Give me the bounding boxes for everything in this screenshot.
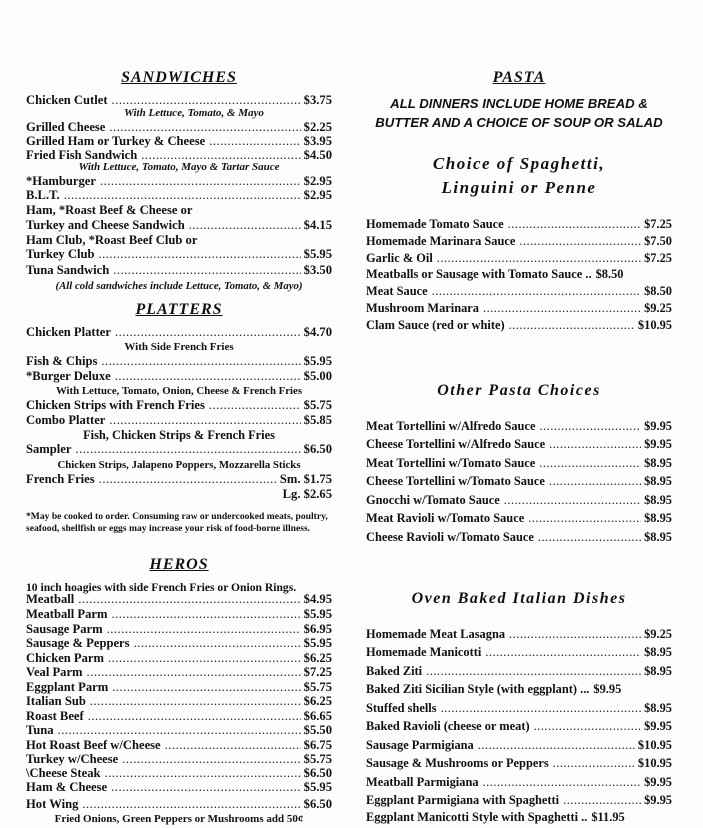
menu-item: Baked Ziti Sicilian Style (with eggplant) ... $9.95	[366, 682, 622, 696]
menu-item: Meatball Parmigiana ..... $9.95	[366, 775, 672, 790]
menu-item: Fish & Chips ..... $5.95	[26, 354, 332, 369]
menu-item: Homemade Marinara Sauce ..... $7.50	[366, 234, 672, 249]
other-pasta-heading: Other Pasta Choices	[437, 382, 601, 399]
menu-item: Turkey w/Cheese ..... $5.75	[26, 752, 332, 767]
menu-item: Sausage Parm ..... $6.95	[26, 622, 332, 637]
menu-item: Homemade Tomato Sauce ..... $7.25	[366, 217, 672, 232]
menu-item: Combo Platter ..... $5.85	[26, 413, 332, 428]
menu-item: Stuffed shells ..... $8.95	[366, 701, 672, 716]
sandwich-footnote: (All cold sandwiches include Lettuce, Tomato, & Mayo)	[55, 280, 303, 292]
platters-heading: PLATTERS	[135, 301, 223, 318]
pasta-heading: PASTA	[492, 69, 546, 86]
menu-item: Sausage & Peppers ..... $5.95	[26, 636, 332, 651]
menu-item: Meatballs or Sausage with Tomato Sauce .. $8.50	[366, 267, 624, 281]
food-safety-warning: *May be cooked to order. Consuming raw or undercooked meats, poultry, seafood, shellfish or eggs may increase your risk of food-borne illness.	[26, 511, 328, 534]
menu-item: Gnocchi w/Tomato Sauce ..... $8.95	[366, 493, 672, 508]
menu-item: *Burger Deluxe ..... $5.00	[26, 369, 332, 384]
menu-item: Chicken Cutlet ..... $3.75	[26, 93, 332, 108]
heros-heading: HEROS	[149, 556, 209, 573]
menu-item: Mushroom Marinara ..... $9.25	[366, 301, 672, 316]
sandwiches-heading: SANDWICHES	[121, 69, 237, 86]
pasta-choice-line2: Linguini or Penne	[441, 178, 597, 197]
menu-item: Chicken Parm ..... $6.25	[26, 651, 332, 666]
menu-item: Chicken Platter ..... $4.70	[26, 325, 332, 340]
pasta-choice-line1: Choice of Spaghetti,	[432, 154, 606, 173]
menu-item: Ham & Cheese ..... $5.95	[26, 780, 332, 795]
menu-item: Veal Parm ..... $7.25	[26, 665, 332, 680]
oven-baked-heading: Oven Baked Italian Dishes	[411, 590, 627, 607]
menu-item: B.L.T. ..... $2.95	[26, 188, 332, 203]
menu-item: Hot Wing ..... $6.50	[26, 797, 332, 812]
menu-item: Fried Fish Sandwich ..... $4.50	[26, 148, 332, 163]
item-line: Ham, *Roast Beef & Cheese or	[26, 203, 193, 217]
menu-item: Eggplant Parmigiana with Spaghetti ..... $9.95	[366, 793, 672, 808]
item-subtitle: With Side French Fries	[124, 341, 234, 353]
menu-item: Cheese Ravioli w/Tomato Sauce ..... $8.95	[366, 530, 672, 545]
menu-item: Homemade Manicotti ..... $8.95	[366, 645, 672, 660]
menu-item: *Hamburger ..... $2.95	[26, 174, 332, 189]
menu-item: Roast Beef ..... $6.65	[26, 709, 332, 724]
item-line: Ham Club, *Roast Beef Club or	[26, 233, 198, 247]
menu-item: Baked Ziti ..... $8.95	[366, 664, 672, 679]
item-subtitle: Fish, Chicken Strips & French Fries	[83, 428, 275, 442]
heros-intro: 10 inch hoagies with side French Fries or Onion Rings.	[26, 581, 297, 594]
menu-item: Chicken Strips with French Fries ..... $5.75	[26, 398, 332, 413]
menu-item: Meat Tortellini w/Tomato Sauce ..... $8.95	[366, 456, 672, 471]
menu-item: Sausage & Mushrooms or Peppers ..... $10.95	[366, 756, 672, 771]
menu-item: Italian Sub ..... $6.25	[26, 694, 332, 709]
menu-item: Tuna ..... $5.50	[26, 723, 332, 738]
menu-item: Garlic & Oil ..... $7.25	[366, 251, 672, 266]
menu-item: Hot Roast Beef w/Cheese ..... $6.75	[26, 738, 332, 753]
fries-large-price: Lg. $2.65	[282, 487, 332, 501]
item-subtitle: With Lettuce, Tomato, Onion, Cheese & French Fries	[55, 385, 303, 397]
menu-item: Sausage Parmigiana ..... $10.95	[366, 738, 672, 753]
menu-item: French Fries ..... Sm. $1.75	[26, 472, 332, 487]
menu-item: Clam Sauce (red or white) ..... $10.95	[366, 318, 672, 333]
item-note: With Lettuce, Tomato, & Mayo	[124, 107, 264, 119]
menu-item: Grilled Ham or Turkey & Cheese ..... $3.95	[26, 134, 332, 149]
menu-item: Baked Ravioli (cheese or meat) ..... $9.95	[366, 719, 672, 734]
heros-addon-note: Fried Onions, Green Peppers or Mushrooms add 50¢	[54, 813, 304, 825]
menu-item: Tuna Sandwich ..... $3.50	[26, 263, 332, 278]
item-note: With Lettuce, Tomato, Mayo & Tartar Sauce	[78, 161, 280, 173]
menu-item: \Cheese Steak ..... $6.50	[26, 766, 332, 781]
pasta-banner-line2: BUTTER AND A CHOICE OF SOUP OR SALAD	[375, 115, 663, 130]
menu-item: Eggplant Manicotti Style with Spaghetti .. $11.95	[366, 810, 625, 824]
menu-item: Homemade Meat Lasagna ..... $9.25	[366, 627, 672, 642]
menu-item: Meat Ravioli w/Tomato Sauce ..... $8.95	[366, 511, 672, 526]
menu-item: Grilled Cheese ..... $2.25	[26, 120, 332, 135]
menu-item: Meat Sauce ..... $8.50	[366, 284, 672, 299]
menu-item: Meat Tortellini w/Alfredo Sauce ..... $9.95	[366, 419, 672, 434]
menu-item: Sampler ..... $6.50	[26, 442, 332, 457]
menu-item: Turkey and Cheese Sandwich ..... $4.15	[26, 218, 332, 233]
menu-item: Meatball ..... $4.95	[26, 592, 332, 607]
menu-item: Eggplant Parm ..... $5.75	[26, 680, 332, 695]
item-subtitle: Chicken Strips, Jalapeno Poppers, Mozzarella Sticks	[57, 459, 301, 471]
menu-item: Cheese Tortellini w/Alfredo Sauce ..... $9.95	[366, 437, 672, 452]
menu-item: Meatball Parm ..... $5.95	[26, 607, 332, 622]
menu-item: Turkey Club ..... $5.95	[26, 247, 332, 262]
pasta-banner-line1: ALL DINNERS INCLUDE HOME BREAD &	[390, 96, 648, 111]
menu-item: Cheese Tortellini w/Tomato Sauce ..... $8.95	[366, 474, 672, 489]
